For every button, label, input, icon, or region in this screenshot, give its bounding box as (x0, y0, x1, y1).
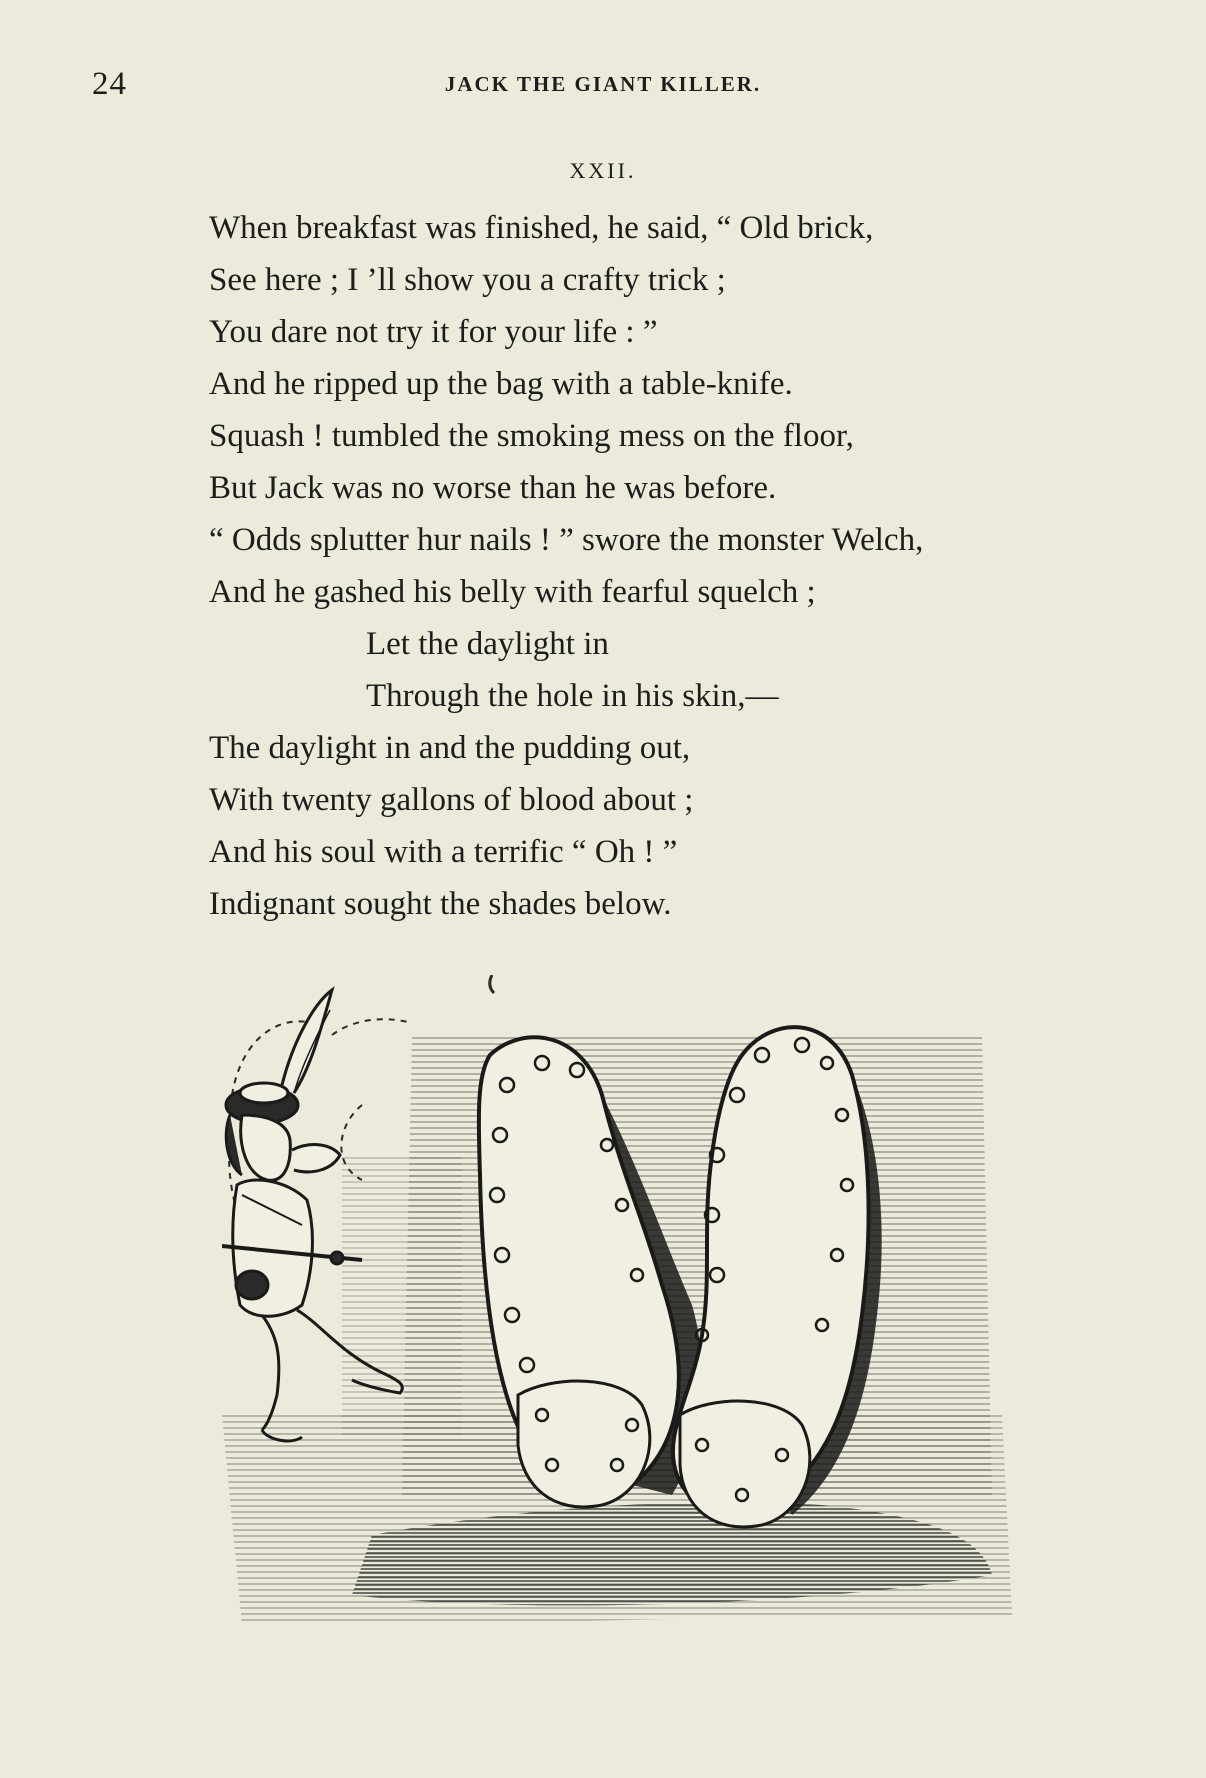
poem-line-indented: Through the hole in his skin,— (366, 678, 779, 714)
poem-line: Squash ! tumbled the smoking mess on the floor, (209, 418, 854, 454)
poem-line: “ Odds splutter hur nails ! ” swore the monster Welch, (209, 522, 924, 558)
poem-line-indented: Let the daylight in (366, 626, 609, 662)
poem-line: The daylight in and the pudding out, (209, 730, 691, 766)
poem-line: You dare not try it for your life : ” (209, 314, 658, 350)
poem-line: And he gashed his belly with fearful squelch ; (209, 574, 816, 610)
poem-line: But Jack was no worse than he was before. (209, 470, 777, 506)
poem-line: See here ; I ’ll show you a crafty trick ; (209, 262, 726, 298)
engraving-illustration (222, 975, 1022, 1635)
poem-line: With twenty gallons of blood about ; (209, 782, 694, 818)
poem-line: And his soul with a terrific “ Oh ! ” (209, 834, 678, 870)
page-number: 24 (92, 66, 127, 102)
stanza-number: XXII. (569, 158, 637, 183)
scratch-marks (490, 975, 494, 993)
poem-line: And he ripped up the bag with a table-knife. (209, 366, 793, 402)
poem-stanza (209, 202, 1109, 930)
poem-line: Indignant sought the shades below. (209, 886, 672, 922)
poem-line: When breakfast was finished, he said, “ Old brick, (209, 210, 874, 246)
running-head: JACK THE GIANT KILLER. (444, 72, 762, 96)
